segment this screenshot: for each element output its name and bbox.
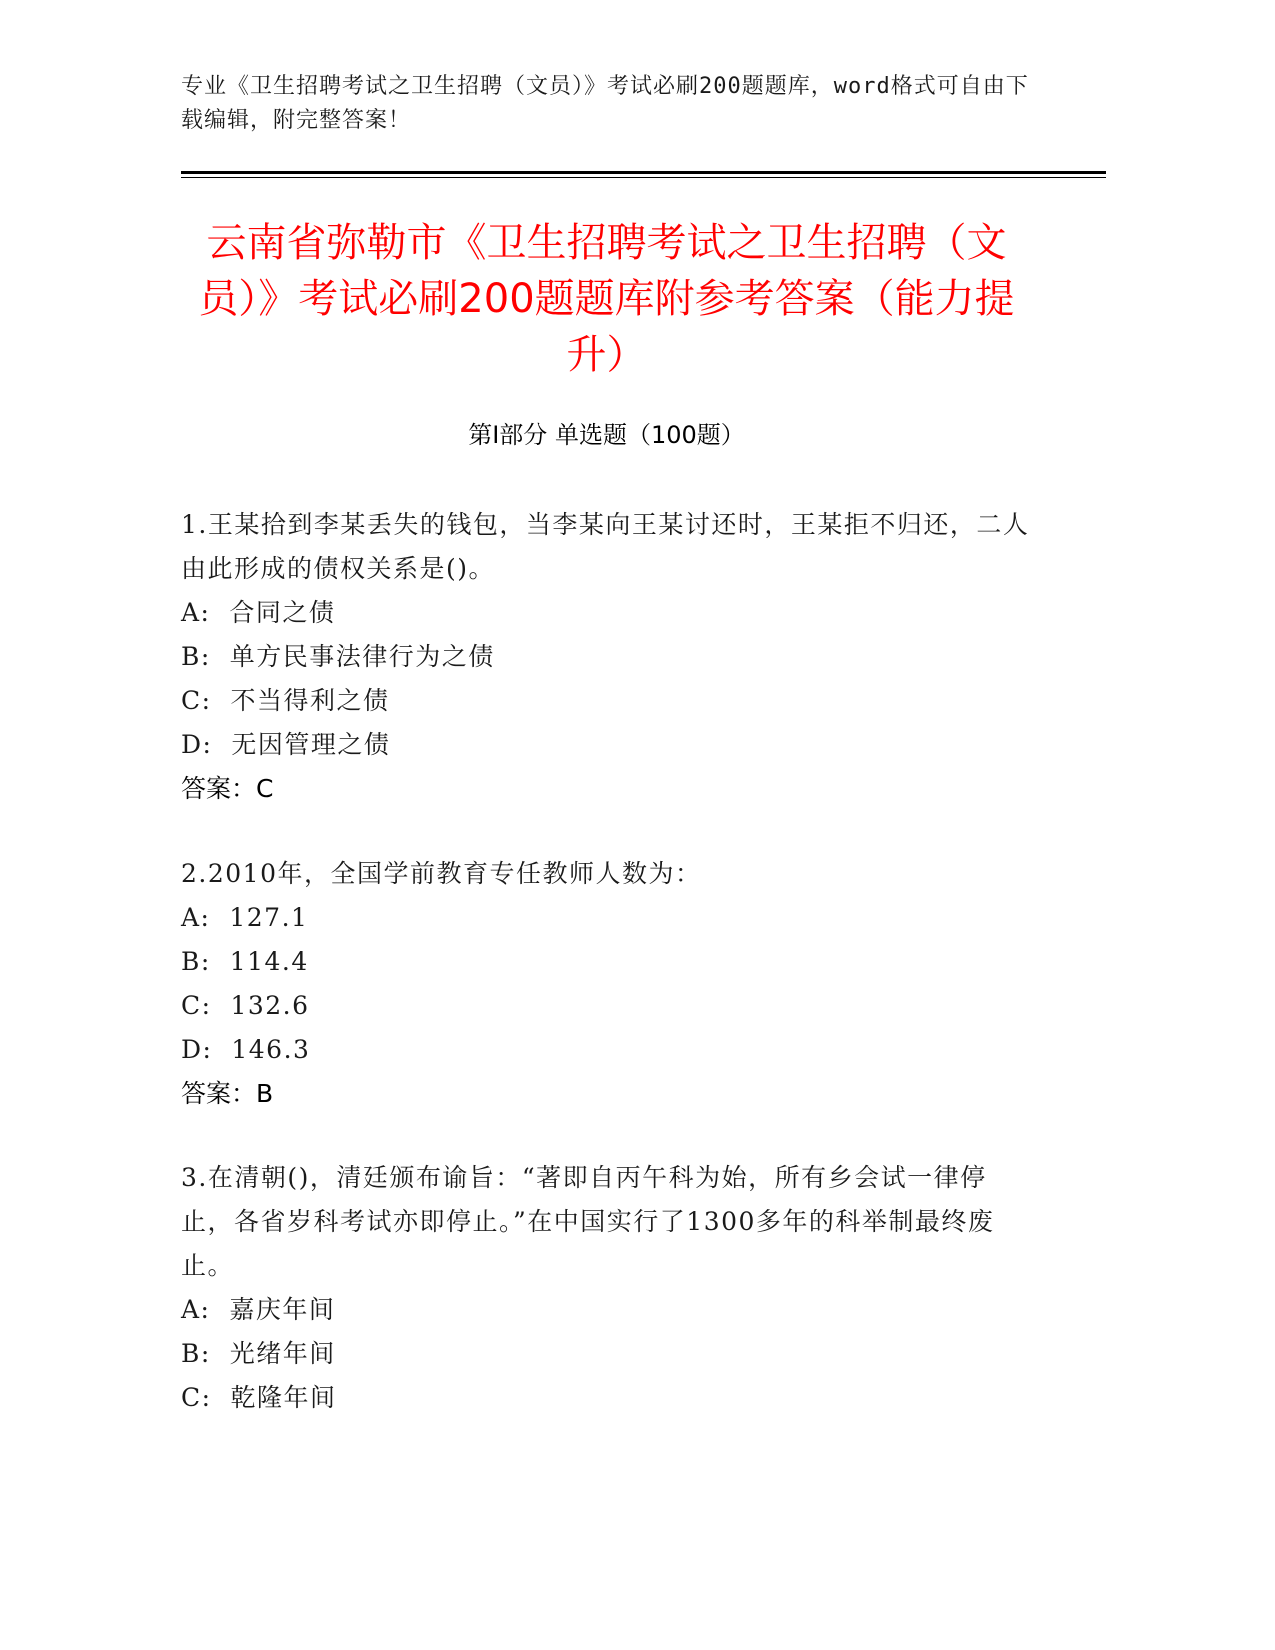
option-d: D: 无因管理之债 — [181, 730, 391, 759]
header-note: 专业《卫生招聘考试之卫生招聘（文员）》考试必刷200题题库，word格式可自由下载编辑，附完整答案！ — [181, 74, 1029, 133]
question-text: 1.王某拾到李某丢失的钱包，当李某向王某讨还时，王某拒不归还，二人由此形成的债权关系是()。 — [181, 510, 1030, 583]
section-title: 第Ⅰ部分 单选题（100题） — [468, 421, 745, 449]
option-a: A: 嘉庆年间 — [181, 1295, 336, 1324]
question-3 — [181, 1156, 1031, 1420]
header-divider-thick — [181, 171, 1106, 174]
option-a: A: 合同之债 — [181, 598, 336, 627]
option-c: C: 132.6 — [181, 991, 310, 1020]
question-text: 3.在清朝()，清廷颁布谕旨：“著即自丙午科为始，所有乡会试一律停止，各省岁科考试亦即停止。”在中国实行了1300多年的科举制最终废止。 — [181, 1163, 995, 1280]
question-2 — [181, 852, 1031, 1116]
document-title: 云南省弥勒市《卫生招聘考试之卫生招聘（文员）》考试必刷200题题库附参考答案（能力提升） — [198, 220, 1015, 378]
question-text: 2.2010年，全国学前教育专任教师人数为： — [181, 859, 702, 888]
answer: 答案：C — [181, 774, 274, 803]
option-b: B: 光绪年间 — [181, 1339, 336, 1368]
option-d: D: 146.3 — [181, 1035, 311, 1064]
answer: 答案：B — [181, 1079, 274, 1108]
option-b: B: 114.4 — [181, 947, 309, 976]
option-c: C: 不当得利之债 — [181, 686, 390, 715]
question-1 — [181, 503, 1031, 811]
header-divider-thin — [181, 177, 1106, 178]
option-b: B: 单方民事法律行为之债 — [181, 642, 495, 671]
option-c: C: 乾隆年间 — [181, 1383, 337, 1412]
option-a: A: 127.1 — [181, 903, 309, 932]
